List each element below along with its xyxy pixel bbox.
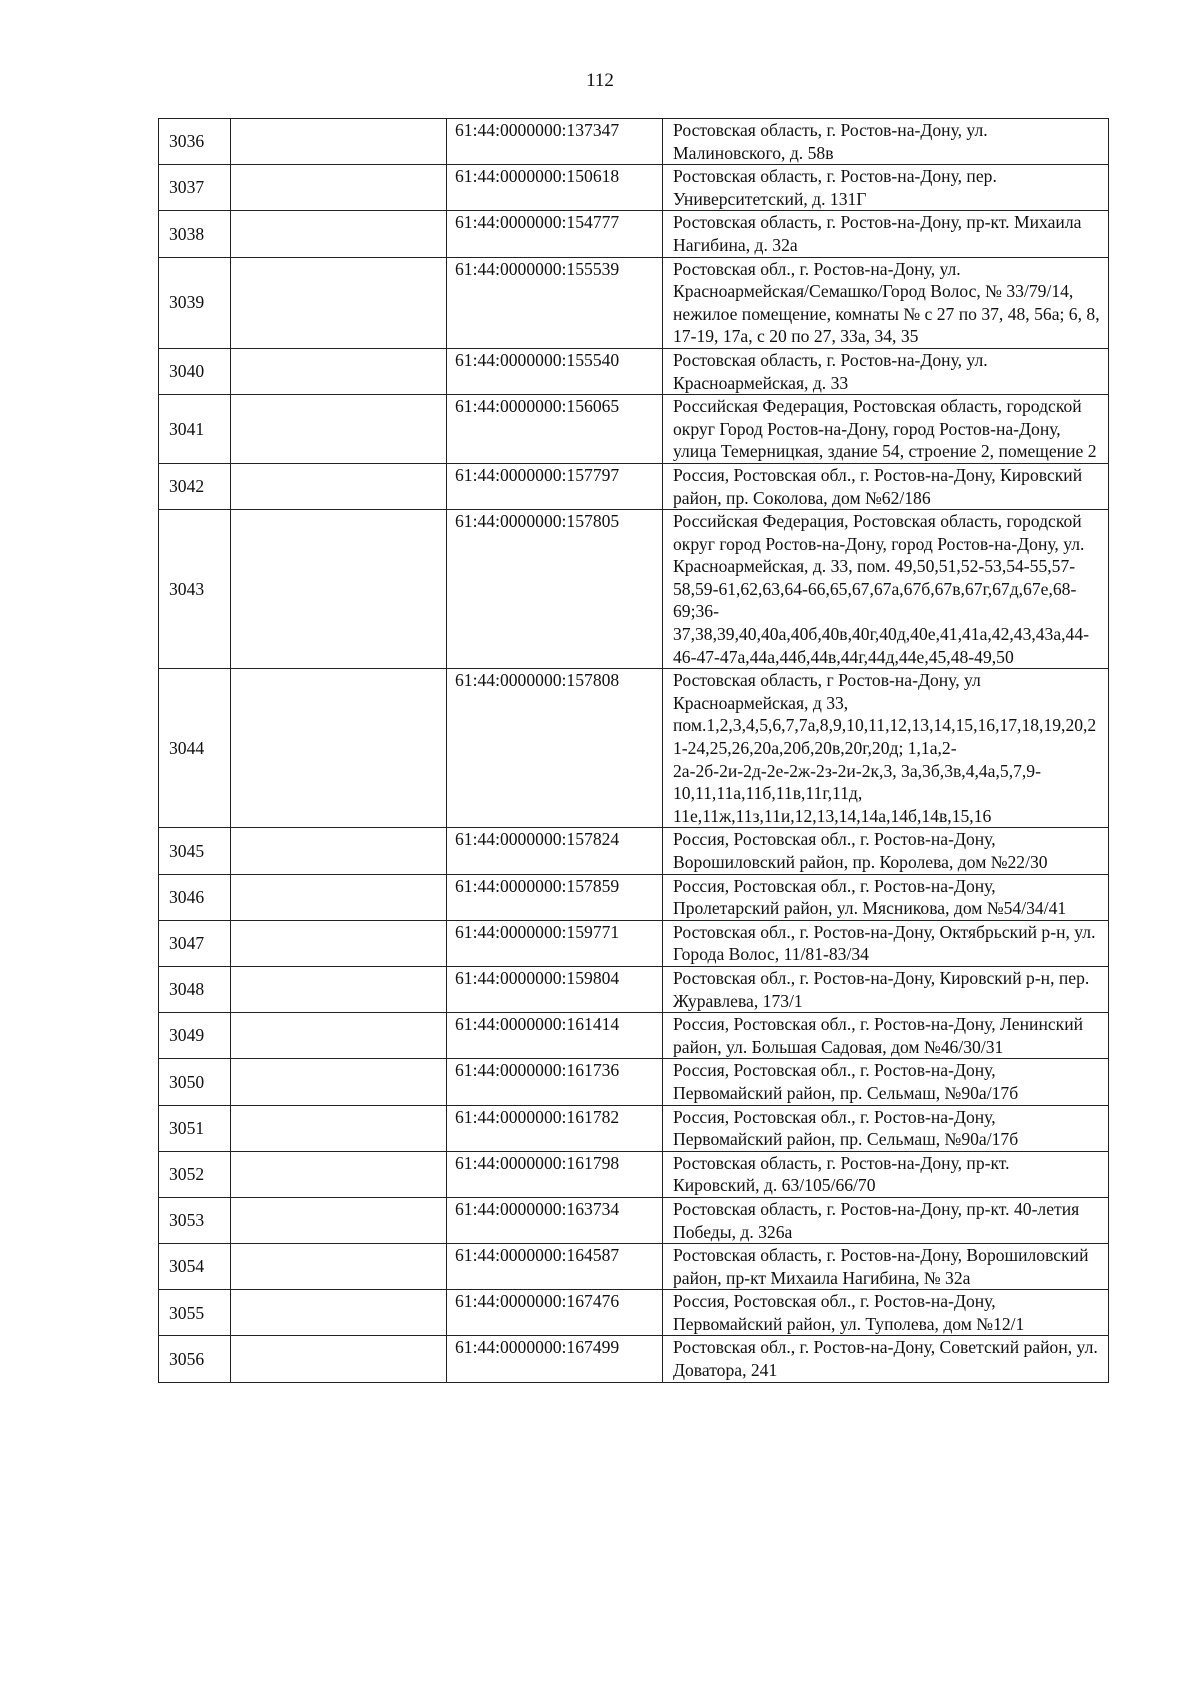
cadastral-number-cell: 61:44:0000000:155540 xyxy=(447,348,663,394)
row-number-cell: 3051 xyxy=(159,1105,231,1151)
row-number-cell: 3037 xyxy=(159,165,231,211)
table-row xyxy=(159,510,1109,669)
cadastral-number-cell: 61:44:0000000:167499 xyxy=(447,1336,663,1382)
address-cell: Россия, Ростовская обл., г. Ростов-на-Дону, Первомайский район, пр. Сельмаш, №90а/17б xyxy=(663,1059,1109,1105)
cadastral-number-cell: 61:44:0000000:167476 xyxy=(447,1290,663,1336)
row-number-cell: 3056 xyxy=(159,1336,231,1382)
cadastral-number-cell: 61:44:0000000:163734 xyxy=(447,1197,663,1243)
address-cell: Россия, Ростовская обл., г. Ростов-на-Дону, Ворошиловский район, пр. Королева, дом №22/30 xyxy=(663,828,1109,874)
cadastral-number-cell: 61:44:0000000:157824 xyxy=(447,828,663,874)
empty-cell xyxy=(231,1151,447,1197)
row-number-cell: 3053 xyxy=(159,1197,231,1243)
row-number-cell: 3041 xyxy=(159,395,231,464)
empty-cell xyxy=(231,1059,447,1105)
address-cell: Ростовская обл., г. Ростов-на-Дону, Кировский р-н, пер. Журавлева, 173/1 xyxy=(663,966,1109,1012)
row-number-cell: 3043 xyxy=(159,510,231,669)
address-cell: Российская Федерация, Ростовская область, городской округ Город Ростов-на-Дону, город Ростов-на-Дону, улица Темерницкая, здание 54, строение 2, помещение 2 xyxy=(663,395,1109,464)
registry-table-body xyxy=(159,119,1109,1383)
empty-cell xyxy=(231,966,447,1012)
table-row xyxy=(159,1151,1109,1197)
row-number-cell: 3046 xyxy=(159,874,231,920)
table-row xyxy=(159,874,1109,920)
row-number-cell: 3052 xyxy=(159,1151,231,1197)
cadastral-number-cell: 61:44:0000000:155539 xyxy=(447,257,663,348)
address-cell: Ростовская область, г. Ростов-на-Дону, пр-кт. Кировский, д. 63/105/66/70 xyxy=(663,1151,1109,1197)
empty-cell xyxy=(231,1105,447,1151)
empty-cell xyxy=(231,395,447,464)
row-number-cell: 3048 xyxy=(159,966,231,1012)
address-cell: Ростовская область, г. Ростов-на-Дону, пр-кт. Михаила Нагибина, д. 32а xyxy=(663,211,1109,257)
empty-cell xyxy=(231,874,447,920)
address-cell: Российская Федерация, Ростовская область, городской округ город Ростов-на-Дону, город Ростов-на-Дону, ул. Красноармейская, д. 33, пом. 49,50,51,52-53,54-55,57-58,59-61,62,63,64-66,65,67,67а,67б,67в,67г,67д,67е,68-69;36-37,38,39,40,40а,40б,40в,40г,40д,40е,41,41а,42,43,43а,44-46-47-47а,44а,44б,44в,44г,44д,44е,45,48-49,50 xyxy=(663,510,1109,669)
row-number-cell: 3044 xyxy=(159,669,231,828)
empty-cell xyxy=(231,1013,447,1059)
empty-cell xyxy=(231,510,447,669)
address-cell: Россия, Ростовская обл., г. Ростов-на-Дону, Первомайский район, ул. Туполева, дом №12/1 xyxy=(663,1290,1109,1336)
cadastral-number-cell: 61:44:0000000:137347 xyxy=(447,119,663,165)
table-row xyxy=(159,1197,1109,1243)
row-number-cell: 3054 xyxy=(159,1244,231,1290)
table-row xyxy=(159,1105,1109,1151)
row-number-cell: 3039 xyxy=(159,257,231,348)
empty-cell xyxy=(231,257,447,348)
address-cell: Ростовская область, г. Ростов-на-Дону, пр-кт. 40-летия Победы, д. 326а xyxy=(663,1197,1109,1243)
empty-cell xyxy=(231,1244,447,1290)
empty-cell xyxy=(231,1336,447,1382)
empty-cell xyxy=(231,348,447,394)
address-cell: Ростовская обл., г. Ростов-на-Дону, Октябрьский р-н, ул. Города Волос, 11/81-83/34 xyxy=(663,920,1109,966)
row-number-cell: 3038 xyxy=(159,211,231,257)
page-number: 112 xyxy=(586,70,614,91)
empty-cell xyxy=(231,463,447,509)
table-row xyxy=(159,1244,1109,1290)
table-row xyxy=(159,1290,1109,1336)
cadastral-number-cell: 61:44:0000000:157797 xyxy=(447,463,663,509)
cadastral-number-cell: 61:44:0000000:154777 xyxy=(447,211,663,257)
table-row xyxy=(159,1059,1109,1105)
address-cell: Россия, Ростовская обл., г. Ростов-на-Дону, Пролетарский район, ул. Мясникова, дом №54/34/41 xyxy=(663,874,1109,920)
empty-cell xyxy=(231,165,447,211)
empty-cell xyxy=(231,1290,447,1336)
row-number-cell: 3055 xyxy=(159,1290,231,1336)
cadastral-number-cell: 61:44:0000000:164587 xyxy=(447,1244,663,1290)
address-cell: Ростовская обл., г. Ростов-на-Дону, Советский район, ул. Доватора, 241 xyxy=(663,1336,1109,1382)
row-number-cell: 3042 xyxy=(159,463,231,509)
cadastral-number-cell: 61:44:0000000:161782 xyxy=(447,1105,663,1151)
cadastral-number-cell: 61:44:0000000:157808 xyxy=(447,669,663,828)
address-cell: Ростовская область, г. Ростов-на-Дону, ул. Красноармейская, д. 33 xyxy=(663,348,1109,394)
table-row xyxy=(159,1336,1109,1382)
cadastral-number-cell: 61:44:0000000:159771 xyxy=(447,920,663,966)
table-row xyxy=(159,348,1109,394)
table-row xyxy=(159,669,1109,828)
empty-cell xyxy=(231,1197,447,1243)
address-cell: Ростовская область, г. Ростов-на-Дону, пер. Университетский, д. 131Г xyxy=(663,165,1109,211)
row-number-cell: 3045 xyxy=(159,828,231,874)
row-number-cell: 3036 xyxy=(159,119,231,165)
cadastral-number-cell: 61:44:0000000:159804 xyxy=(447,966,663,1012)
address-cell: Россия, Ростовская обл., г. Ростов-на-Дону, Первомайский район, пр. Сельмаш, №90а/17б xyxy=(663,1105,1109,1151)
cadastral-number-cell: 61:44:0000000:161414 xyxy=(447,1013,663,1059)
address-cell: Ростовская область, г Ростов-на-Дону, ул Красноармейская, д 33, пом.1,2,3,4,5,6,7,7а,8,9,10,11,12,13,14,15,16,17,18,19,20,21-24,25,26,20а,20б,20в,20г,20д; 1,1а,2-2а-2б-2и-2д-2е-2ж-2з-2и-2к,3, 3а,3б,3в,4,4а,5,7,9-10,11,11а,11б,11в,11г,11д, 11е,11ж,11з,11и,12,13,14,14а,14б,14в,15,16 xyxy=(663,669,1109,828)
table-row xyxy=(159,828,1109,874)
address-cell: Ростовская область, г. Ростов-на-Дону, Ворошиловский район, пр-кт Михаила Нагибина, № 32а xyxy=(663,1244,1109,1290)
table-row xyxy=(159,395,1109,464)
row-number-cell: 3047 xyxy=(159,920,231,966)
empty-cell xyxy=(231,669,447,828)
table-row xyxy=(159,119,1109,165)
cadastral-number-cell: 61:44:0000000:161736 xyxy=(447,1059,663,1105)
registry-table xyxy=(158,118,1109,1383)
table-row xyxy=(159,211,1109,257)
address-cell: Россия, Ростовская обл., г. Ростов-на-Дону, Ленинский район, ул. Большая Садовая, дом №46/30/31 xyxy=(663,1013,1109,1059)
table-row xyxy=(159,463,1109,509)
address-cell: Ростовская обл., г. Ростов-на-Дону, ул. Красноармейская/Семашко/Город Волос, № 33/79/14, нежилое помещение, комнаты № с 27 по 37, 48, 56а; 6, 8, 17-19, 17а, с 20 по 27, 33а, 34, 35 xyxy=(663,257,1109,348)
address-cell: Ростовская область, г. Ростов-на-Дону, ул. Малиновского, д. 58в xyxy=(663,119,1109,165)
address-cell: Россия, Ростовская обл., г. Ростов-на-Дону, Кировский район, пр. Соколова, дом №62/186 xyxy=(663,463,1109,509)
table-row xyxy=(159,165,1109,211)
row-number-cell: 3040 xyxy=(159,348,231,394)
cadastral-number-cell: 61:44:0000000:161798 xyxy=(447,1151,663,1197)
row-number-cell: 3049 xyxy=(159,1013,231,1059)
cadastral-number-cell: 61:44:0000000:157805 xyxy=(447,510,663,669)
cadastral-number-cell: 61:44:0000000:150618 xyxy=(447,165,663,211)
table-row xyxy=(159,920,1109,966)
table-row xyxy=(159,966,1109,1012)
empty-cell xyxy=(231,119,447,165)
cadastral-number-cell: 61:44:0000000:157859 xyxy=(447,874,663,920)
table-row xyxy=(159,257,1109,348)
empty-cell xyxy=(231,828,447,874)
empty-cell xyxy=(231,211,447,257)
row-number-cell: 3050 xyxy=(159,1059,231,1105)
table-row xyxy=(159,1013,1109,1059)
cadastral-number-cell: 61:44:0000000:156065 xyxy=(447,395,663,464)
empty-cell xyxy=(231,920,447,966)
